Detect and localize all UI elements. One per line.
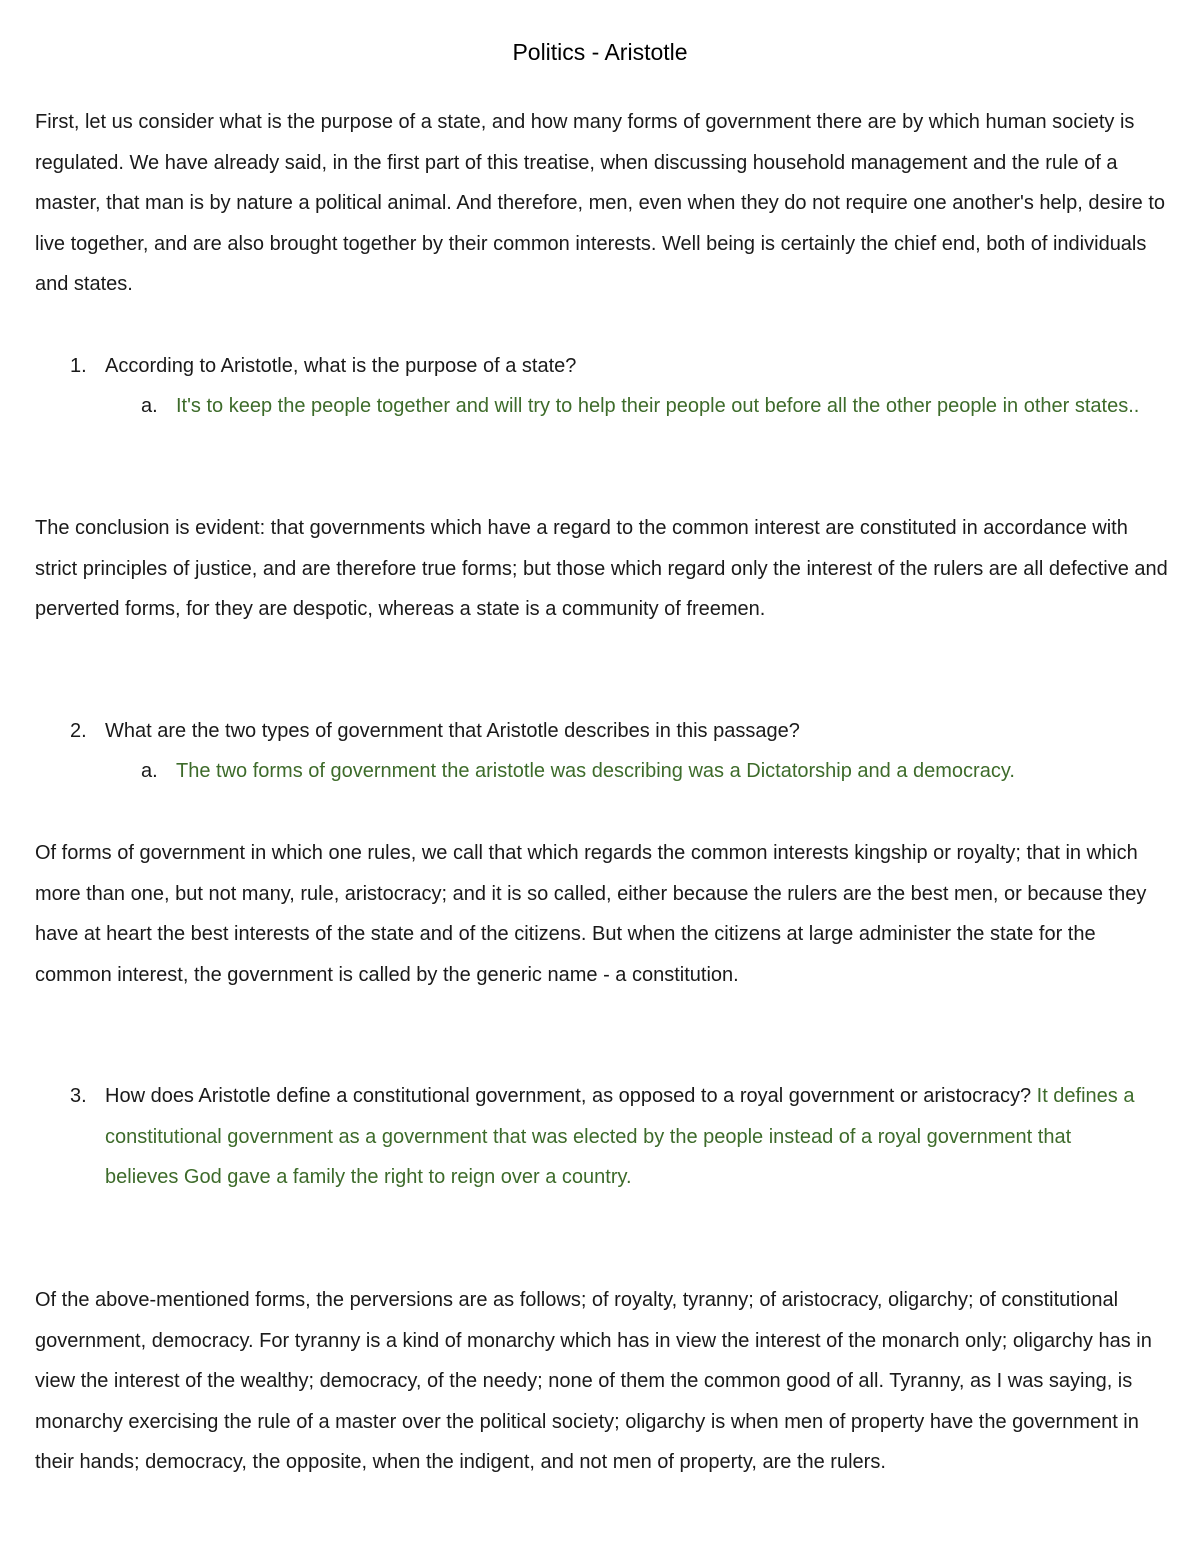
document-title: Politics - Aristotle xyxy=(512,39,688,65)
paragraph-forms: Of forms of government in which one rules, we call that which regards the common interests kingship or royalty; that in which more than one, but not many, rule, aristocracy; and it is so called, either because the rulers are the best men, or because they have at heart the best interests of the state and of the citizens. But when the citizens at large administer the state for the common interest, the government is called by the generic name - a constitution. xyxy=(35,842,1147,986)
answer-2-text: The two forms of government the aristotle was describing was a Dictatorship and a democracy. xyxy=(176,760,1015,782)
question-3-text xyxy=(105,1076,1145,1198)
answer-3-text: It defines a constitutional government as a government that was elected by the people instead of a royal government that believes God gave a family the right to reign over a country. xyxy=(105,1085,1135,1188)
question-1-text: According to Aristotle, what is the purpose of a state? xyxy=(105,355,577,377)
answer-1-letter: a. xyxy=(141,395,158,417)
answer-2-letter: a. xyxy=(141,760,158,782)
answer-1-text: It's to keep the people together and will try to help their people out before all the other people in other states.. xyxy=(176,395,1140,417)
question-3-number: 3. xyxy=(70,1085,87,1107)
question-2-text: What are the two types of government that Aristotle describes in this passage? xyxy=(105,720,800,742)
question-3-prompt: How does Aristotle define a constitutional government, as opposed to a royal government or aristocracy? xyxy=(105,1085,1032,1107)
paragraph-conclusion: The conclusion is evident: that governments which have a regard to the common interest are constituted in accordance with strict principles of justice, and are therefore true forms; but those which regard only the interest of the rulers are all defective and perverted forms, for they are despotic, whereas a state is a community of freemen. xyxy=(35,517,1168,620)
question-2-number: 2. xyxy=(70,720,87,742)
question-1-number: 1. xyxy=(70,355,87,377)
paragraph-intro: First, let us consider what is the purpose of a state, and how many forms of government there are by which human society is regulated. We have already said, in the first part of this treatise, when discussing household management and the rule of a master, that man is by nature a political animal. And therefore, men, even when they do not require one another's help, desire to live together, and are also brought together by their common interests. Well being is certainly the chief end, both of individuals and states. xyxy=(35,111,1166,295)
paragraph-perversions: Of the above-mentioned forms, the perversions are as follows; of royalty, tyranny; of aristocracy, oligarchy; of constitutional government, democracy. For tyranny is a kind of monarchy which has in view the interest of the monarch only; oligarchy has in view the interest of the wealthy; democracy, of the needy; none of them the common good of all. Tyranny, as I was saying, is monarchy exercising the rule of a master over the political society; oligarchy is when men of property have the government in their hands; democracy, the opposite, when the indigent, and not men of property, are the rulers. xyxy=(35,1289,1152,1473)
